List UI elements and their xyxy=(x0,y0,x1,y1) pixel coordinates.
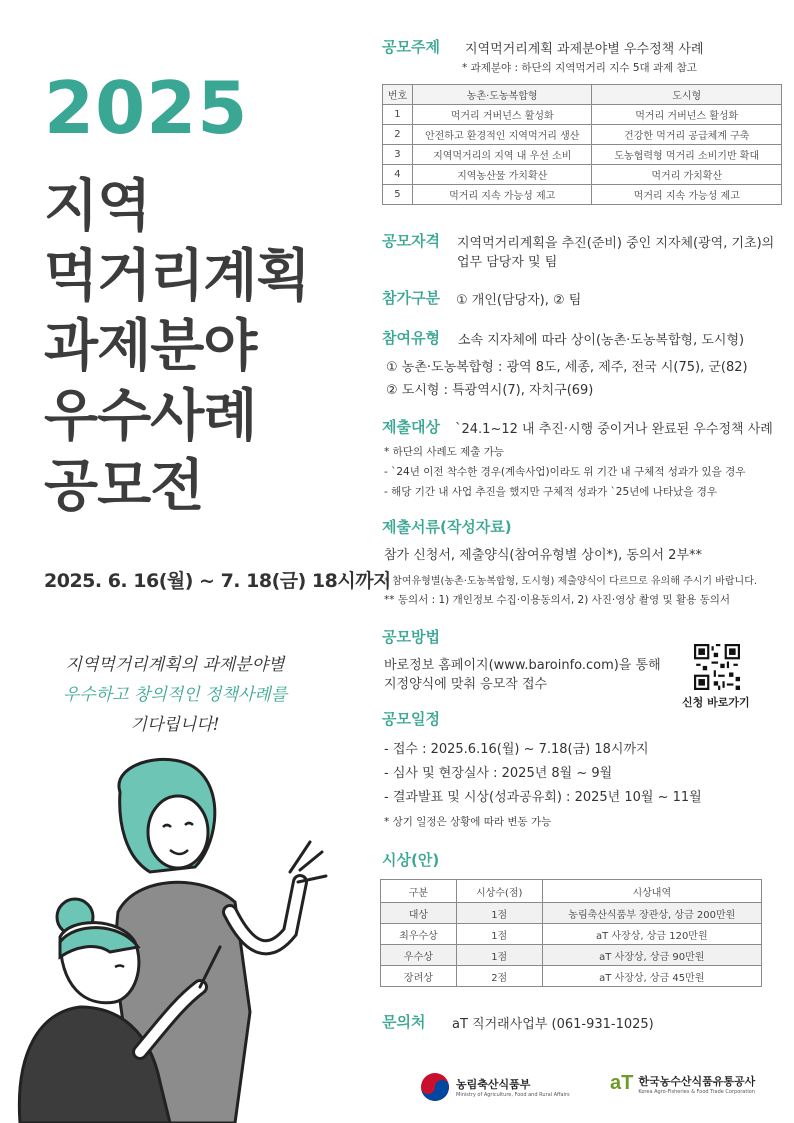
table-cell: 먹거리 가치확산 xyxy=(592,165,782,185)
table-cell: aT 사장상, 상금 120만원 xyxy=(542,924,761,945)
contact-text: aT 직거래사업부 (061-931-1025) xyxy=(452,1017,654,1032)
table-cell: 대상 xyxy=(381,903,457,924)
table-row xyxy=(383,145,782,165)
table-row xyxy=(381,966,762,987)
table-cell: 안전하고 환경적인 지역먹거리 생산 xyxy=(412,125,592,145)
awards-label: 시상(안) xyxy=(382,851,440,869)
target-label: 제출대상 xyxy=(382,418,440,436)
table-cell: 1 xyxy=(383,105,413,125)
schedule-item-1: - 접수 : 2025.6.16(월) ~ 7.18(금) 18시까지 xyxy=(384,742,649,757)
awards-table xyxy=(380,879,762,987)
table-cell: 4 xyxy=(383,165,413,185)
eligibility-label: 공모자격 xyxy=(382,232,440,250)
theme-note: * 과제분야 : 하단의 지역먹거리 지수 5대 과제 참고 xyxy=(462,62,697,74)
type-item-1: ① 농촌·도농복합형 : 광역 8도, 세종, 제주, 전국 시(75), 군(82) xyxy=(386,360,748,375)
table-cell: 먹거리 지속 가능성 제고 xyxy=(592,185,782,205)
taegeuk-icon xyxy=(420,1072,450,1102)
target-text: `24.1~12 내 추진·시행 중이거나 완료된 우수정책 사례 xyxy=(455,422,773,437)
table-cell: 2점 xyxy=(456,966,542,987)
slogan-line-highlight: 우수하고 창의적인 정책사례를 xyxy=(62,685,288,705)
main-title xyxy=(44,172,309,522)
table-header: 번호 xyxy=(383,85,413,105)
slogan xyxy=(20,650,330,740)
table-cell: 1점 xyxy=(456,924,542,945)
table-row xyxy=(383,105,782,125)
title-line: 먹거리계획 xyxy=(44,244,310,309)
schedule-item-2: - 심사 및 현장실사 : 2025년 8월 ~ 9월 xyxy=(384,766,613,781)
table-row xyxy=(383,165,782,185)
table-cell: aT 사장상, 상금 45만원 xyxy=(542,966,761,987)
title-line: 과제분야 xyxy=(44,314,257,379)
table-header: 농촌·도농복합형 xyxy=(412,85,592,105)
theme-text: 지역먹거리계획 과제분야별 우수정책 사례 xyxy=(465,42,704,57)
eligibility-line1: 지역먹거리계획을 추진(준비) 중인 지자체(광역, 기초)의 xyxy=(457,236,775,251)
table-cell: aT 사장상, 상금 90만원 xyxy=(542,945,761,966)
at-mark: aT xyxy=(610,1072,634,1094)
table-header: 시상수(점) xyxy=(456,880,542,903)
documents-note-2: ** 동의서 : 1) 개인정보 수집·이용동의서, 2) 사진·영상 촬영 및 활용 동의서 xyxy=(384,594,731,606)
type-text: 소속 지자체에 따라 상이(농촌·도농복합형, 도시형) xyxy=(458,333,745,348)
theme-table xyxy=(382,84,782,205)
title-line: 공모전 xyxy=(44,454,204,519)
ministry-logo xyxy=(420,1072,570,1102)
table-header-row xyxy=(383,85,782,105)
target-note-3: - 해당 기간 내 사업 추진을 했지만 구체적 성과가 `25년에 나타났을 경우 xyxy=(384,486,717,498)
schedule-label: 공모일정 xyxy=(382,710,440,728)
table-header: 시상내역 xyxy=(542,880,761,903)
category-text: ① 개인(담당자), ② 팀 xyxy=(456,293,582,308)
table-row xyxy=(383,125,782,145)
table-cell: 도농협력형 먹거리 소비기반 확대 xyxy=(592,145,782,165)
table-cell: 2 xyxy=(383,125,413,145)
theme-label: 공모주제 xyxy=(382,38,440,56)
table-row xyxy=(383,185,782,205)
at-name-kr: 한국농수산식품유통공사 xyxy=(638,1074,756,1088)
table-cell: 장려상 xyxy=(381,966,457,987)
method-line2: 지정양식에 맞춰 응모작 접수 xyxy=(384,677,548,692)
table-cell: 지역농산물 가치확산 xyxy=(412,165,592,185)
table-cell: 5 xyxy=(383,185,413,205)
type-item-2: ② 도시형 : 특광역시(7), 자치구(69) xyxy=(386,383,594,398)
table-header: 도시형 xyxy=(592,85,782,105)
documents-note-1: * 참여유형별(농촌·도농복합형, 도시형) 제출양식이 다르므로 유의해 주시기 바랍니다. xyxy=(384,576,758,587)
table-cell: 먹거리 거버넌스 활성화 xyxy=(592,105,782,125)
table-header: 구분 xyxy=(381,880,457,903)
method-label: 공모방법 xyxy=(382,628,440,646)
contact-label: 문의처 xyxy=(382,1013,426,1031)
qr-label[interactable]: 신청 바로가기 xyxy=(682,696,750,709)
slogan-line: 지역먹거리계획의 과제분야별 xyxy=(65,655,285,675)
documents-text: 참가 신청서, 제출양식(참여유형별 상이*), 동의서 2부** xyxy=(384,548,703,563)
year-heading: 2025 xyxy=(44,66,249,150)
table-cell: 우수상 xyxy=(381,945,457,966)
at-logo xyxy=(610,1072,755,1095)
documents-label: 제출서류(작성자료) xyxy=(382,518,512,536)
table-cell: 최우수상 xyxy=(381,924,457,945)
schedule-note: * 상기 일정은 상황에 따라 변동 가능 xyxy=(384,816,552,828)
title-line: 지역 xyxy=(44,174,151,239)
table-cell: 1점 xyxy=(456,903,542,924)
table-cell: 3 xyxy=(383,145,413,165)
schedule-item-3: - 결과발표 및 시상(성과공유회) : 2025년 10월 ~ 11월 xyxy=(384,790,702,805)
table-cell: 1점 xyxy=(456,945,542,966)
table-cell: 먹거리 지속 가능성 제고 xyxy=(412,185,592,205)
category-label: 참가구분 xyxy=(382,289,440,307)
table-cell: 농림축산식품부 장관상, 상금 200만원 xyxy=(542,903,761,924)
period-text: 2025. 6. 16(월) ~ 7. 18(금) 18시까지 xyxy=(44,570,391,592)
qr-code[interactable] xyxy=(694,644,740,690)
table-cell: 건강한 먹거리 공급체계 구축 xyxy=(592,125,782,145)
slogan-line: 기다립니다! xyxy=(130,715,220,735)
title-line: 우수사례 xyxy=(44,384,257,449)
table-cell: 먹거리 거버넌스 활성화 xyxy=(412,105,592,125)
table-cell: 지역먹거리의 지역 내 우선 소비 xyxy=(412,145,592,165)
at-name-en: Korea Agro-Fisheries & Food Trade Corporation xyxy=(638,1088,755,1095)
people-illustration xyxy=(0,752,360,1123)
table-header-row xyxy=(381,880,762,903)
ministry-name-kr: 농림축산식품부 xyxy=(456,1078,531,1091)
target-note-1: * 하단의 사례도 제출 가능 xyxy=(384,446,505,458)
target-note-2: - `24년 이전 착수한 경우(계속사업)이라도 위 기간 내 구체적 성과가 있을 경우 xyxy=(384,466,746,478)
table-row xyxy=(381,903,762,924)
table-row xyxy=(381,945,762,966)
table-row xyxy=(381,924,762,945)
ministry-name-en: Ministry of Agriculture, Food and Rural Affairs xyxy=(456,1092,570,1098)
type-label: 참여유형 xyxy=(382,329,440,347)
eligibility-line2: 업무 담당자 및 팀 xyxy=(457,255,558,270)
method-line1: 바로정보 홈페이지(www.baroinfo.com)을 통해 xyxy=(384,658,661,673)
